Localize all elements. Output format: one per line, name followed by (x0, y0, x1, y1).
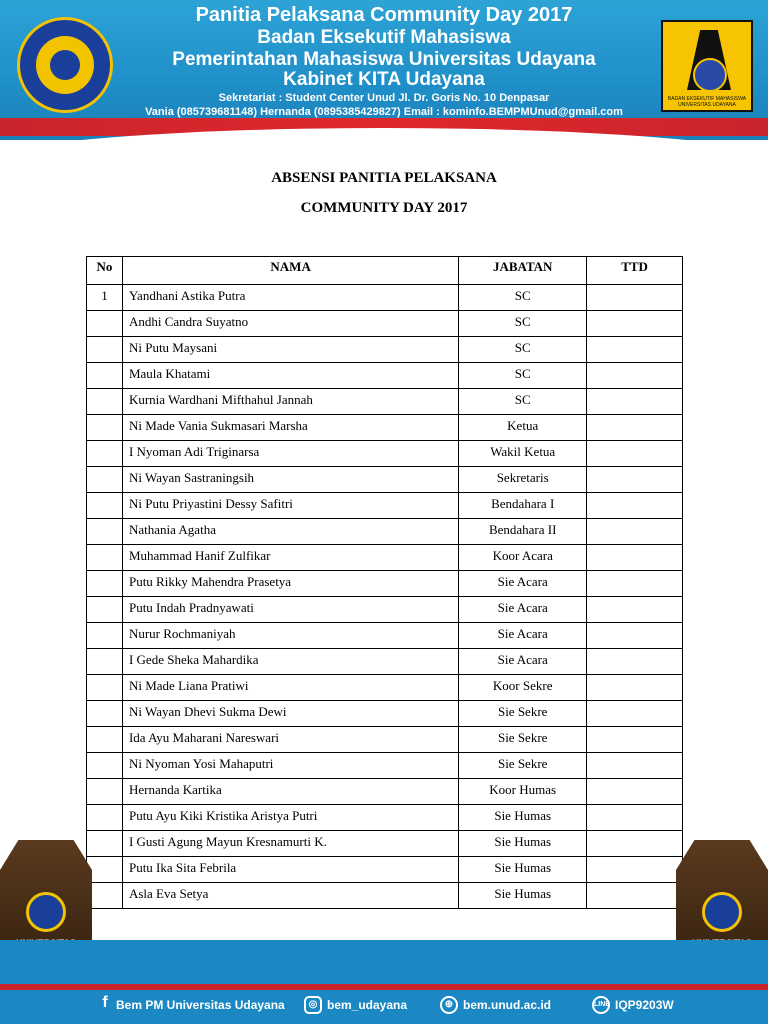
header-line-2: Badan Eksekutif Mahasiswa (257, 27, 511, 48)
instagram-icon: ◎ (304, 996, 322, 1014)
cell-nama: Maula Khatami (122, 363, 458, 389)
table-row (87, 701, 683, 727)
cell-nama: I Gusti Agung Mayun Kresnamurti K. (122, 831, 458, 857)
cell-ttd (587, 753, 683, 779)
cell-jabatan: Sie Sekre (459, 727, 587, 753)
cell-no (87, 597, 123, 623)
cell-ttd (587, 675, 683, 701)
cell-ttd (587, 701, 683, 727)
cell-ttd (587, 779, 683, 805)
cell-jabatan: SC (459, 363, 587, 389)
footer-stripe (0, 984, 768, 990)
cell-nama: I Nyoman Adi Triginarsa (122, 441, 458, 467)
table-row (87, 363, 683, 389)
cell-nama: Andhi Candra Suyatno (122, 311, 458, 337)
table-row (87, 675, 683, 701)
table-row (87, 545, 683, 571)
header-jabatan: JABATAN (459, 257, 587, 285)
website-url: bem.unud.ac.id (463, 998, 552, 1012)
cell-ttd (587, 857, 683, 883)
attendance-table (86, 256, 683, 909)
cell-ttd (587, 649, 683, 675)
cell-no (87, 493, 123, 519)
header-address: Sekretariat : Student Center Unud Jl. Dr. Goris No. 10 Denpasar (218, 92, 550, 104)
cell-ttd (587, 337, 683, 363)
cell-ttd (587, 545, 683, 571)
header-line-4: Kabinet KITA Udayana (283, 69, 485, 90)
cell-no (87, 415, 123, 441)
table-row (87, 571, 683, 597)
cell-jabatan: SC (459, 285, 587, 311)
table-row (87, 337, 683, 363)
udayana-emblem-icon (702, 892, 742, 932)
table-row (87, 649, 683, 675)
cell-ttd (587, 493, 683, 519)
cell-no (87, 571, 123, 597)
cell-no (87, 701, 123, 727)
cell-no (87, 545, 123, 571)
cell-jabatan: Ketua (459, 415, 587, 441)
facebook-handle: Bem PM Universitas Udayana (116, 998, 285, 1012)
cell-jabatan: Sie Humas (459, 883, 587, 909)
cell-jabatan: Sie Humas (459, 857, 587, 883)
cell-jabatan: Sie Humas (459, 831, 587, 857)
table-row (87, 441, 683, 467)
cell-no (87, 779, 123, 805)
cell-no (87, 519, 123, 545)
cell-ttd (587, 441, 683, 467)
cell-ttd (587, 727, 683, 753)
cell-nama: Putu Ika Sita Febrila (122, 857, 458, 883)
table-row (87, 753, 683, 779)
cell-jabatan: SC (459, 337, 587, 363)
cell-nama: Yandhani Astika Putra (122, 285, 458, 311)
cell-nama: Ni Putu Priyastini Dessy Safitri (122, 493, 458, 519)
cell-nama: Ni Wayan Sastraningsih (122, 467, 458, 493)
cell-no (87, 831, 123, 857)
facebook-icon: f (102, 994, 108, 1011)
cell-ttd (587, 467, 683, 493)
header-line-3: Pemerintahan Mahasiswa Universitas Udayana (172, 49, 596, 70)
table-row (87, 467, 683, 493)
udayana-emblem-icon (26, 892, 66, 932)
cell-no (87, 649, 123, 675)
header-line-1: Panitia Pelaksana Community Day 2017 (195, 4, 573, 26)
cell-jabatan: Bendahara I (459, 493, 587, 519)
cell-no (87, 623, 123, 649)
cell-nama: Muhammad Hanif Zulfikar (122, 545, 458, 571)
cell-jabatan: Sie Acara (459, 623, 587, 649)
line-id: IQP9203W (615, 998, 674, 1012)
cell-jabatan: Koor Acara (459, 545, 587, 571)
cell-no (87, 753, 123, 779)
cell-nama: Ni Wayan Dhevi Sukma Dewi (122, 701, 458, 727)
cell-nama: Putu Rikky Mahendra Prasetya (122, 571, 458, 597)
table-body (87, 285, 683, 909)
cell-ttd (587, 415, 683, 441)
cell-nama: Nathania Agatha (122, 519, 458, 545)
cell-jabatan: Koor Humas (459, 779, 587, 805)
cell-ttd (587, 623, 683, 649)
cell-jabatan: Bendahara II (459, 519, 587, 545)
cell-ttd (587, 519, 683, 545)
table-row (87, 727, 683, 753)
cell-nama: Hernanda Kartika (122, 779, 458, 805)
table-row (87, 805, 683, 831)
cell-nama: Kurnia Wardhani Mifthahul Jannah (122, 389, 458, 415)
table-row (87, 493, 683, 519)
cell-jabatan: Sekretaris (459, 467, 587, 493)
cell-ttd (587, 883, 683, 909)
globe-icon: ⊕ (440, 996, 458, 1014)
header-ttd: TTD (587, 257, 683, 285)
header-no: No (87, 257, 123, 285)
table-row (87, 415, 683, 441)
document-title: ABSENSI PANITIA PELAKSANA (271, 170, 497, 186)
cell-nama: Nurur Rochmaniyah (122, 623, 458, 649)
cell-jabatan: Sie Acara (459, 649, 587, 675)
cell-jabatan: SC (459, 389, 587, 415)
instagram-handle: bem_udayana (327, 998, 408, 1012)
table-row (87, 779, 683, 805)
table-row (87, 597, 683, 623)
cell-nama: Ida Ayu Maharani Nareswari (122, 727, 458, 753)
cell-ttd (587, 805, 683, 831)
cell-no (87, 363, 123, 389)
cell-ttd (587, 597, 683, 623)
bem-logo (661, 20, 753, 112)
cell-nama: Ni Made Liana Pratiwi (122, 675, 458, 701)
cell-ttd (587, 285, 683, 311)
cell-ttd (587, 831, 683, 857)
cell-no (87, 389, 123, 415)
cell-no (87, 311, 123, 337)
table-row (87, 883, 683, 909)
cell-nama: I Gede Sheka Mahardika (122, 649, 458, 675)
cell-nama: Ni Putu Maysani (122, 337, 458, 363)
cell-no (87, 467, 123, 493)
cell-jabatan: Koor Sekre (459, 675, 587, 701)
cell-jabatan: Sie Humas (459, 805, 587, 831)
cell-ttd (587, 311, 683, 337)
cell-no (87, 441, 123, 467)
cell-nama: Putu Ayu Kiki Kristika Aristya Putri (122, 805, 458, 831)
cell-nama: Ni Made Vania Sukmasari Marsha (122, 415, 458, 441)
cell-no (87, 675, 123, 701)
cell-no (87, 805, 123, 831)
table-row (87, 519, 683, 545)
table-row (87, 311, 683, 337)
table-row (87, 285, 683, 311)
document-subtitle: COMMUNITY DAY 2017 (300, 200, 468, 216)
cell-jabatan: Wakil Ketua (459, 441, 587, 467)
header-contacts: Vania (085739681148) Hernanda (0895385429827) Email : kominfo.BEMPMUnud@gmail.com (145, 106, 623, 118)
cell-ttd (587, 389, 683, 415)
table-row (87, 831, 683, 857)
cell-nama: Asla Eva Setya (122, 883, 458, 909)
table-header-row (87, 257, 683, 285)
cell-ttd (587, 571, 683, 597)
cell-jabatan: SC (459, 311, 587, 337)
table-row (87, 623, 683, 649)
cell-no: 1 (87, 285, 123, 311)
line-icon: LINE (592, 996, 610, 1014)
cell-ttd (587, 363, 683, 389)
cell-nama: Ni Nyoman Yosi Mahaputri (122, 753, 458, 779)
cell-jabatan: Sie Acara (459, 597, 587, 623)
cell-nama: Putu Indah Pradnyawati (122, 597, 458, 623)
cell-jabatan: Sie Sekre (459, 753, 587, 779)
table-row (87, 389, 683, 415)
cell-no (87, 727, 123, 753)
bem-logo-caption: BADAN EKSEKUTIF MAHASISWA UNIVERSITAS UDAYANA (667, 96, 747, 108)
header-nama: NAMA (122, 257, 458, 285)
cell-no (87, 337, 123, 363)
cell-jabatan: Sie Sekre (459, 701, 587, 727)
table-row (87, 857, 683, 883)
cell-jabatan: Sie Acara (459, 571, 587, 597)
